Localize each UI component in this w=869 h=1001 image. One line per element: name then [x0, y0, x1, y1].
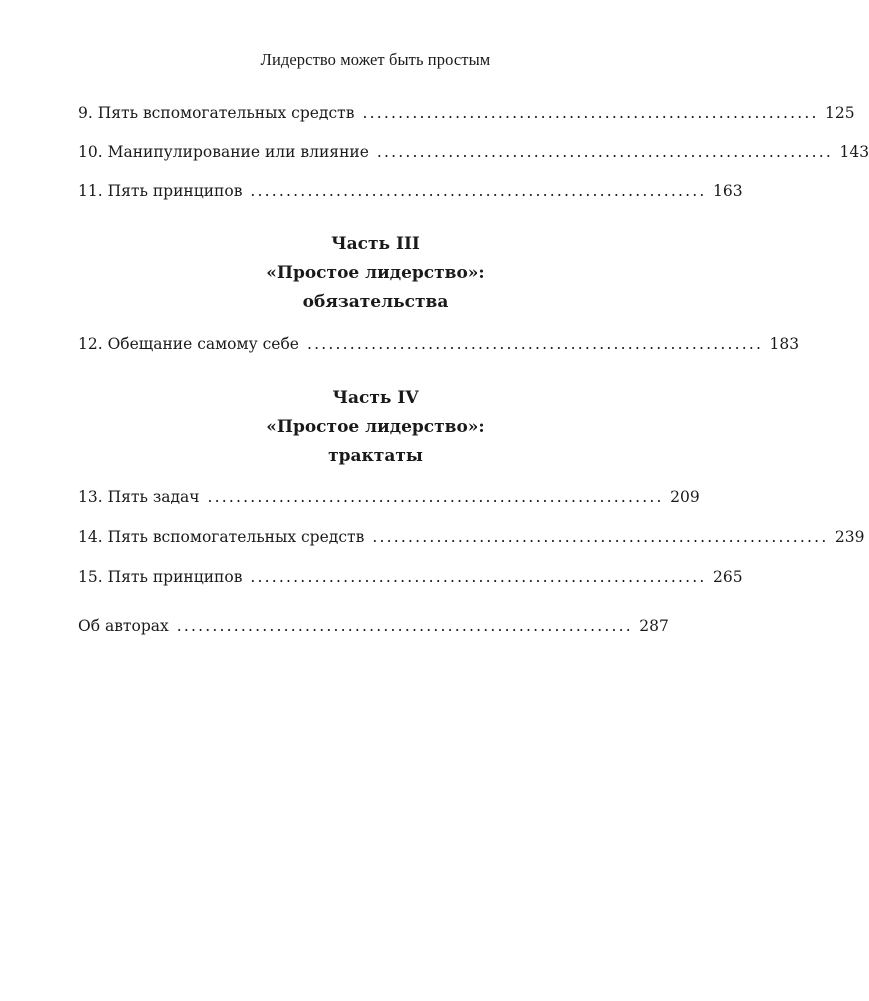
running-head: Лидерство может быть простым — [260, 50, 491, 69]
part-4-subtitle: трактаты — [328, 446, 423, 466]
part-3-heading — [0, 230, 751, 317]
dot-leader: ................................................................ — [376, 143, 834, 161]
toc-page-number: 239 — [834, 528, 865, 546]
toc-entry-15 — [78, 568, 743, 586]
toc-entry-13 — [78, 488, 700, 506]
part-4-heading — [0, 384, 751, 471]
toc-entry-title: 10. Манипулирование или влияние — [78, 143, 369, 161]
dot-leader: ................................................................ — [207, 488, 664, 506]
dot-leader: ................................................................ — [306, 335, 764, 353]
toc-entry-9 — [78, 104, 855, 122]
toc-entry-10 — [78, 143, 869, 161]
toc-entry-title: 9. Пять вспомогательных средств — [78, 104, 355, 122]
toc-page-number: 287 — [639, 617, 669, 635]
dot-leader: ................................................................ — [250, 182, 707, 200]
part-3-title: «Простое лидерство»: — [266, 263, 485, 283]
toc-page-number: 183 — [769, 335, 800, 353]
part-4-title: «Простое лидерство»: — [266, 417, 485, 437]
part-4-number: Часть IV — [332, 388, 419, 408]
toc-entry-title: Об авторах — [78, 617, 169, 635]
toc-entry-title: 15. Пять принципов — [78, 568, 243, 586]
toc-entry-11 — [78, 182, 743, 200]
toc-page-number: 163 — [712, 182, 743, 200]
part-3-number: Часть III — [331, 234, 420, 254]
toc-page-number: 265 — [712, 568, 743, 586]
toc-entry-14 — [78, 528, 865, 546]
toc-page-number: 125 — [825, 104, 855, 122]
part-3-subtitle: обязательства — [302, 292, 449, 312]
toc-entry-title: 14. Пять вспомогательных средств — [78, 528, 365, 546]
dot-leader: ................................................................ — [176, 617, 633, 635]
toc-page-number: 143 — [839, 143, 869, 161]
toc-entry-about-authors — [78, 617, 669, 635]
toc-entry-title: 13. Пять задач — [78, 488, 200, 506]
dot-leader: ................................................................ — [250, 568, 707, 586]
toc-entry-title: 12. Обещание самому себе — [78, 335, 299, 353]
toc-page-number: 209 — [670, 488, 700, 506]
dot-leader: ................................................................ — [372, 528, 829, 546]
toc-entry-title: 11. Пять принципов — [78, 182, 243, 200]
dot-leader: ................................................................ — [362, 104, 819, 122]
toc-entry-12 — [78, 335, 800, 353]
